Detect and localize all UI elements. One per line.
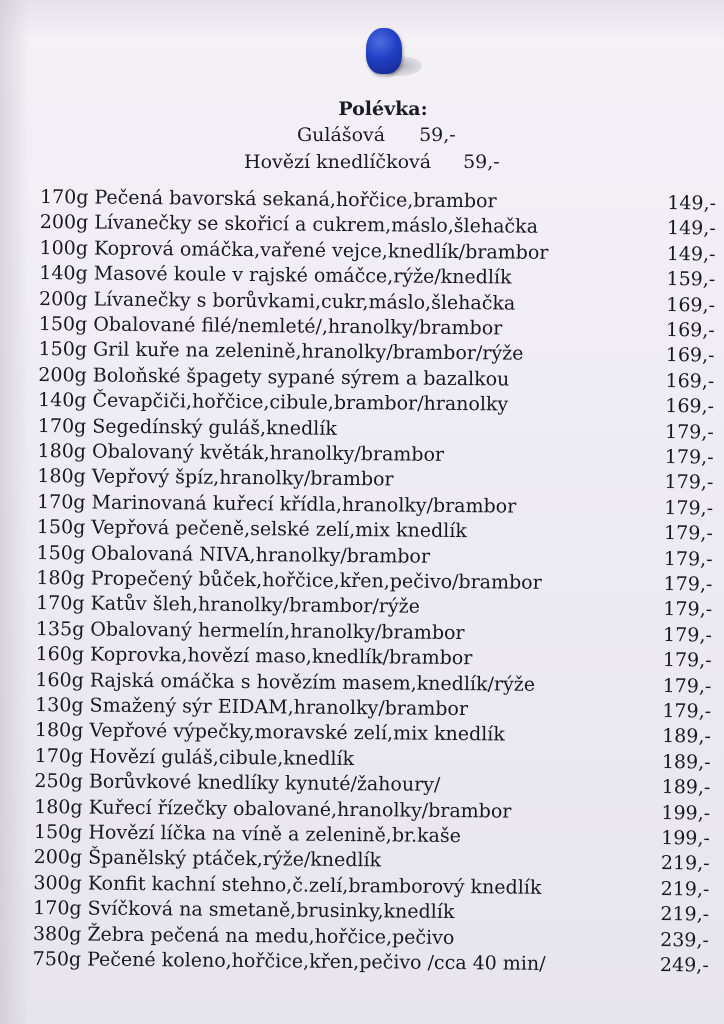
dish-price: 179,- (663, 598, 713, 621)
dish-name: 140g Masové koule v rajské omáčce,rýže/knedlík (39, 262, 512, 289)
dish-name: 170g Svíčková na smetaně,brusinky,knedlík (33, 897, 455, 924)
dish-name: 150g Obalované filé/nemleté/,hranolky/brambor (38, 312, 503, 340)
dish-price: 159,- (666, 268, 716, 291)
dish-name: 135g Obalovaný hermelín,hranolky/brambor (35, 617, 465, 644)
dish-name: 180g Kuřecí řízečky obalované,hranolky/brambor (34, 795, 512, 823)
dish-name: 200g Boloňské špagety sypané sýrem a bazalkou (38, 363, 510, 391)
dish-price: 179,- (664, 471, 714, 494)
dish-price: 179,- (662, 699, 712, 723)
dish-name: 170g Hovězí guláš,cibule,knedlík (34, 744, 355, 770)
dish-name: 200g Lívanečky s borůvkami,cukr,máslo,šlehačka (38, 287, 516, 315)
soup-name: Gulášová (297, 124, 386, 146)
menu-item (33, 947, 709, 977)
dish-name: 180g Vepřové výpečky,moravské zelí,mix knedlík (34, 719, 505, 746)
dish-name: 140g Čevapčiči,hořčice,cibule,brambor/hranolky (37, 389, 509, 416)
dish-price: 149,- (667, 192, 717, 215)
dish-price: 179,- (663, 573, 713, 596)
dish-name: 300g Konfit kachní stehno,č.zelí,bramborový knedlík (33, 871, 542, 899)
dish-name: 150g Vepřová pečeně,selské zelí,mix knedlík (36, 516, 467, 543)
dish-price: 169,- (665, 344, 715, 367)
dish-price: 179,- (663, 522, 713, 545)
dish-name: 170g Marinovaná kuřecí křídla,hranolky/brambor (36, 490, 517, 518)
dish-name: 160g Koprovka,hovězí maso,knedlík/brambor (35, 643, 473, 670)
dish-name: 160g Rajská omáčka s hovězím masem,knedlík/rýže (35, 668, 536, 696)
dish-name: 380g Žebra pečená na medu,hořčice,pečivo (32, 922, 455, 949)
soup-price: 59,- (463, 151, 500, 173)
dish-name: 180g Propečený bůček,hořčice,křen,pečivo/brambor (36, 566, 542, 594)
dish-name: 100g Koprová omáčka,vařené vejce,knedlík/brambor (39, 236, 549, 264)
dish-price: 219,- (660, 877, 710, 901)
dish-price: 179,- (664, 496, 714, 520)
dish-price: 219,- (660, 852, 710, 875)
dish-price: 249,- (659, 953, 709, 977)
dish-price: 169,- (665, 395, 715, 418)
dish-price: 179,- (662, 674, 712, 698)
soup-price: 59,- (419, 124, 456, 146)
dish-name: 150g Hovězí líčka na víně a zelenině,br.kaše (33, 820, 462, 848)
dish-price: 179,- (663, 547, 713, 571)
dish-name: 180g Vepřový špíz,hranolky/brambor (37, 465, 394, 491)
dish-price: 199,- (661, 801, 711, 825)
dish-name: 170g Katův šleh,hranolky/brambor/rýže (36, 592, 420, 619)
dish-price: 179,- (664, 420, 714, 444)
dish-price: 239,- (660, 928, 710, 952)
dish-name: 170g Segedínský guláš,knedlík (37, 414, 338, 440)
dish-name: 150g Obalovaná NIVA,hranolky/brambor (36, 541, 431, 568)
dish-price: 179,- (662, 649, 712, 672)
dish-price: 169,- (665, 369, 715, 393)
dish-name: 150g Gril kuře na zelenině,hranolky/brambor/rýže (38, 338, 524, 366)
dish-name: 750g Pečené koleno,hořčice,křen,pečivo /cca 40 min/ (32, 947, 546, 975)
dish-price: 189,- (662, 725, 711, 748)
dish-price: 149,- (666, 217, 716, 240)
dish-name: 180g Obalovaný květák,hranolky/brambor (37, 439, 445, 466)
dish-name: 170g Pečená bavorská sekaná,hořčice,brambor (39, 186, 497, 213)
dish-name: 250g Borůvkové knedlíky kynuté/žahoury/ (34, 770, 441, 797)
dish-price: 149,- (666, 242, 716, 266)
dish-price: 189,- (661, 776, 711, 799)
soup-section-title: Polévka: (338, 98, 428, 120)
dish-price: 179,- (663, 623, 712, 647)
dish-price: 189,- (661, 750, 711, 774)
dish-price: 179,- (664, 446, 714, 469)
dish-price: 199,- (661, 826, 711, 850)
dish-price: 169,- (666, 293, 716, 317)
dish-price: 169,- (665, 319, 715, 342)
soup-name: Hovězí knedlíčková (244, 151, 432, 173)
dish-name: 200g Španělský ptáček,rýže/knedlík (33, 846, 382, 872)
dish-name: 200g Lívanečky se skořicí a cukrem,máslo,šlehačka (39, 211, 539, 239)
dish-name: 130g Smažený sýr EIDAM,hranolky/brambor (35, 693, 469, 721)
dish-price: 219,- (660, 903, 710, 926)
